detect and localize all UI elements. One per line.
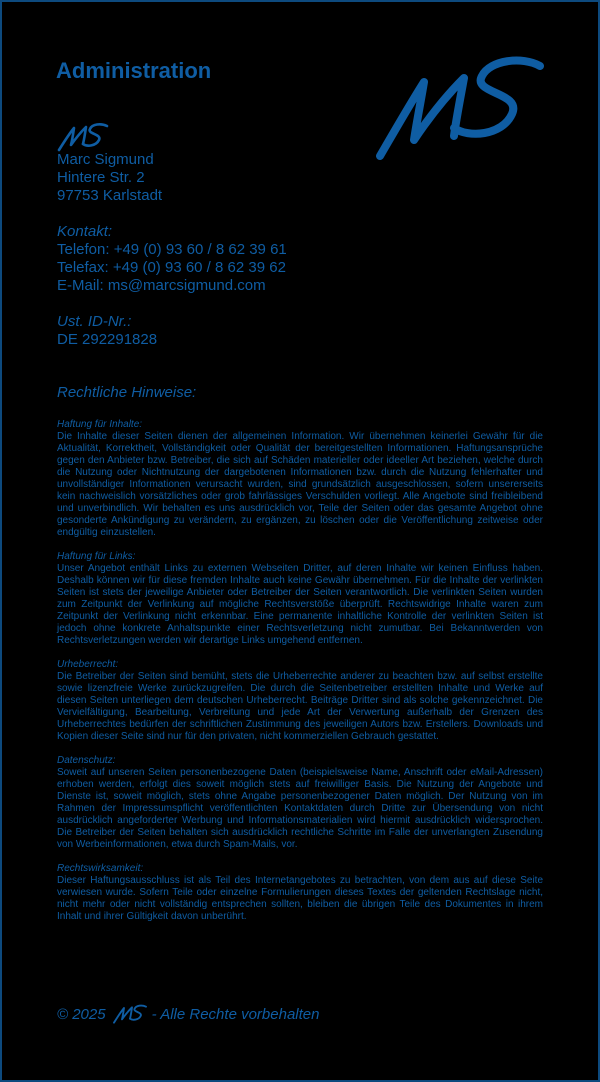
section-title: Rechtswirksamkeit: [57, 863, 144, 874]
address-street: Hintere Str. 2 [57, 169, 145, 186]
ms-logo-large [372, 52, 548, 162]
ms-logo-small [57, 122, 109, 152]
contact-email[interactable]: E-Mail: ms@marcsigmund.com [57, 277, 266, 294]
legal-section-privacy [57, 755, 543, 851]
ms-logo-footer [112, 1004, 148, 1024]
footer-copyright: © 2025 [57, 1005, 106, 1023]
legal-sections [57, 419, 543, 935]
address-city: 97753 Karlstadt [57, 187, 163, 204]
address-name: Marc Sigmund [57, 151, 154, 168]
legal-section-validity [57, 863, 543, 923]
vat-number: DE 292291828 [57, 331, 158, 348]
vat-block [57, 313, 157, 349]
section-title: Urheberrecht: [57, 659, 119, 670]
section-body: Unser Angebot enthält Links zu externen Webseiten Dritter, auf deren Inhalte wir keinen Einfluss haben. Deshalb können wir für diese fremden Inhalte auch keine Gewähr übernehmen. Für die Inhalte der verlinkten Seiten ist stets der jeweilige Anbieter oder Betreiber der Seiten verantwortlich. Die verlinkten Seiten wurden zum Zeitpunkt der Verlinkung auf mögliche Rechtsverstöße überprüft. Rechtswidrige Inhalte waren zum Zeitpunkt der Verlinkung nicht erkennbar. Eine permanente inhaltliche Kontrolle der verlinkten Seiten ist jedoch ohne konkrete Anhaltspunkte einer Rechtsverletzung nicht zumutbar. Bei Bekanntwerden von Rechtsverletzungen werden wir derartige Links umgehend entfernen. [57, 563, 543, 646]
section-title: Datenschutz: [57, 755, 116, 766]
section-body: Soweit auf unseren Seiten personenbezogene Daten (beispielsweise Name, Anschrift oder eMail-Adressen) erhoben werden, erfolgt dies soweit möglich stets auf freiwilliger Basis. Die Nutzung der Angebote und Dienste ist, soweit möglich, stets ohne Angabe personenbezogener Daten möglich. Der Nutzung von im Rahmen der Impressumspflicht veröffentlichten Kontaktdaten durch Dritte zur Übersendung von nicht ausdrücklich angeforderter Werbung und Informationsmaterialien wird hiermit ausdrücklich widersprochen. Die Betreiber der Seiten behalten sich ausdrücklich rechtliche Schritte im Falle der unverlangten Zusendung von Werbeinformationen, etwa durch Spam-Mails, vor. [57, 767, 543, 850]
page-title: Administration [56, 58, 212, 83]
contact-heading: Kontakt: [57, 223, 113, 240]
legal-heading: Rechtliche Hinweise: [57, 384, 197, 401]
section-title: Haftung für Inhalte: [57, 419, 143, 430]
contact-block [57, 223, 287, 295]
contact-phone: Telefon: +49 (0) 93 60 / 8 62 39 61 [57, 241, 287, 258]
footer [57, 1004, 319, 1024]
legal-section-liability-links [57, 551, 543, 647]
address-block [57, 151, 162, 205]
contact-fax: Telefax: +49 (0) 93 60 / 8 62 39 62 [57, 259, 286, 276]
section-body: Die Betreiber der Seiten sind bemüht, stets die Urheberrechte anderer zu beachten bzw. auf selbst erstellte sowie lizenzfreie Werke zurückzugreifen. Die durch die Seitenbetreiber erstellten Inhalte und Werke auf diesen Seiten unterliegen dem deutschen Urheberrecht. Beiträge Dritter sind als solche gekennzeichnet. Die Vervielfältigung, Bearbeitung, Verbreitung und jede Art der Verwertung außerhalb der Grenzen des Urheberrechtes bedürfen der schriftlichen Zustimmung des jeweiligen Autors bzw. Erstellers. Downloads und Kopien dieser Seite sind nur für den privaten, nicht kommerziellen Gebrauch gestattet. [57, 671, 543, 742]
vat-heading: Ust. ID-Nr.: [57, 313, 132, 330]
footer-rights: - Alle Rechte vorbehalten [151, 1005, 320, 1023]
legal-section-liability-content [57, 419, 543, 539]
section-title: Haftung für Links: [57, 551, 136, 562]
section-body: Dieser Haftungsausschluss ist als Teil des Internetangebotes zu betrachten, von dem aus auf diese Seite verwiesen wurde. Sofern Teile oder einzelne Formulierungen dieses Textes der geltenden Rechtslage nicht, nicht mehr oder nicht vollständig entsprechen sollten, bleiben die übrigen Teile des Dokumentes in ihrem Inhalt und ihrer Gültigkeit davon unberührt. [57, 875, 543, 922]
legal-section-copyright [57, 659, 543, 743]
section-body: Die Inhalte dieser Seiten dienen der allgemeinen Information. Wir übernehmen keinerlei Gewähr für die Aktualität, Korrektheit, Vollständigkeit oder Qualität der bereitgestellten Informationen. Haftungsansprüche gegen den Anbieter bzw. Betreiber, die sich auf Schäden materieller oder ideeller Art beziehen, welche durch die Nutzung oder Nichtnutzung der dargebotenen Informationen bzw. durch die Nutzung fehlerhafter und unvollständiger Informationen verursacht wurden, sind grundsätzlich ausgeschlossen, sofern unsererseits kein nachweislich vorsätzliches oder grob fahrlässiges Verschulden vorliegt. Alle Angebote sind freibleibend und unverbindlich. Wir behalten es uns ausdrücklich vor, Teile der Seiten oder das gesamte Angebot ohne gesonderte Ankündigung zu verändern, zu ergänzen, zu löschen oder die Veröffentlichung zeitweise oder endgültig einzustellen. [57, 431, 543, 538]
